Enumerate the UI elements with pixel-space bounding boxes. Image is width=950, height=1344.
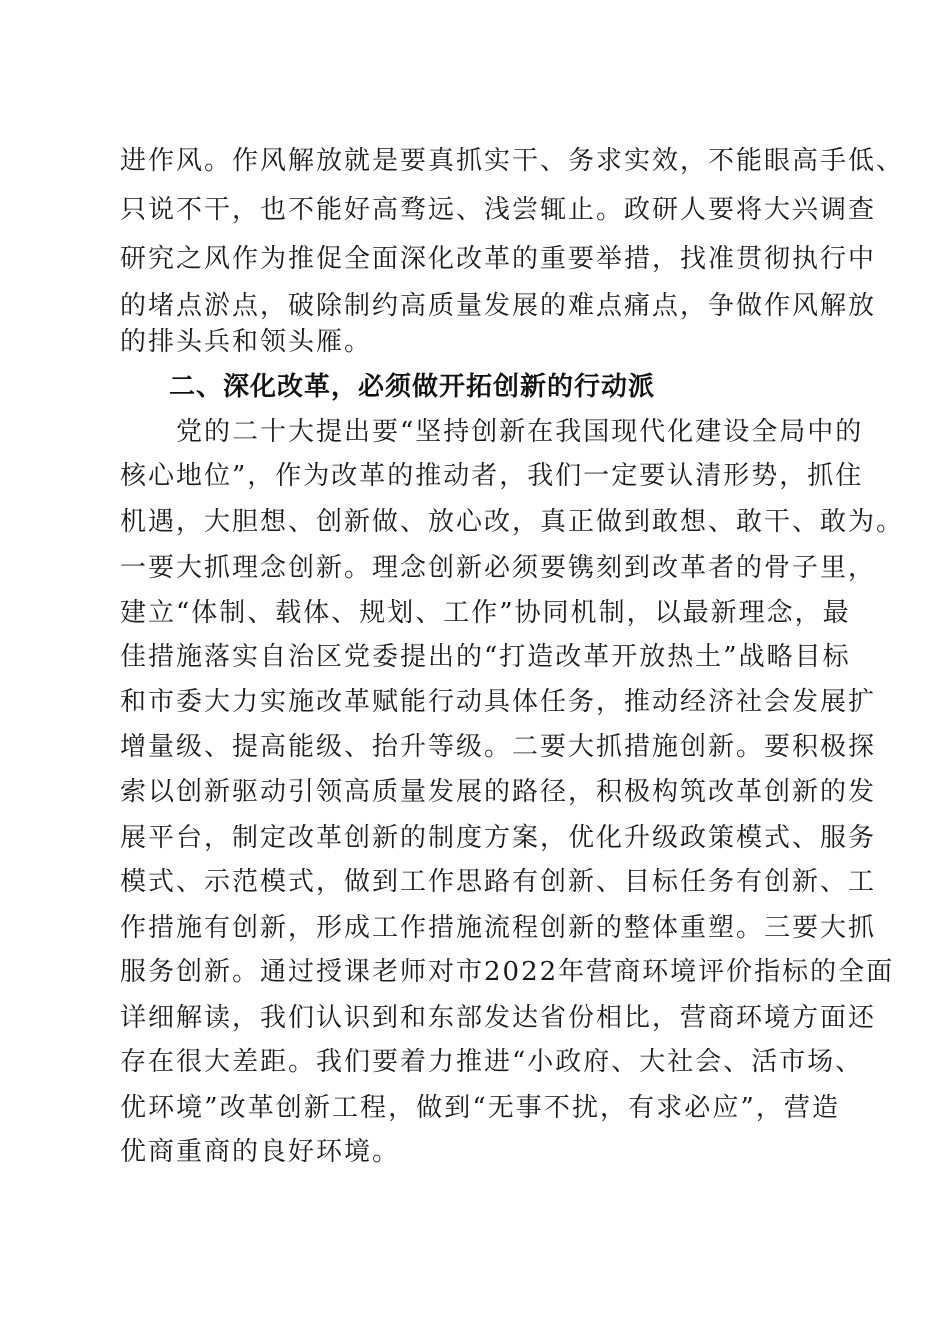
paragraph-line: 核心地位”，作为改革的推动者，我们一定要认清形势，抓住 bbox=[120, 461, 864, 491]
paragraph-line: 增量级、提高能级、抬升等级。二要大抓措施创新。要积极探 bbox=[120, 732, 877, 762]
paragraph-line: 和市委大力实施改革赋能行动具体任务，推动经济社会发展扩 bbox=[120, 687, 877, 717]
paragraph-line: 展平台，制定改革创新的制度方案，优化升级政策模式、服务 bbox=[120, 823, 877, 853]
paragraph-line: 党的二十大提出要“坚持创新在我国现代化建设全局中的 bbox=[120, 417, 864, 447]
paragraph-line: 服务创新。通过授课老师对市2022年营商环境评价指标的全面 bbox=[120, 957, 895, 987]
paragraph-line: 优环境”改革创新工程，做到“无事不扰，有求必应”，营造 bbox=[120, 1093, 840, 1123]
paragraph-line: 只说不干，也不能好高骛远、浅尝辄止。政研人要将大兴调查 bbox=[120, 195, 877, 225]
paragraph-line: 研究之风作为推促全面深化改革的重要举措，找准贯彻执行中 bbox=[120, 244, 877, 274]
paragraph-line: 存在很大差距。我们要着力推进“小政府、大社会、活市场、 bbox=[120, 1047, 864, 1077]
paragraph-line: 一要大抓理念创新。理念创新必须要镌刻到改革者的骨子里， bbox=[120, 553, 877, 583]
paragraph-line: 详细解读，我们认识到和东部发达省份相比，营商环境方面还 bbox=[120, 1003, 877, 1033]
paragraph-line: 模式、示范模式，做到工作思路有创新、目标任务有创新、工 bbox=[120, 867, 877, 897]
paragraph-line: 作措施有创新，形成工作措施流程创新的整体重塑。三要大抓 bbox=[120, 913, 877, 943]
paragraph-line: 建立“体制、载体、规划、工作”协同机制，以最新理念，最 bbox=[120, 598, 851, 628]
paragraph-line: 进作风。作风解放就是要真抓实干、务求实效，不能眼高手低、 bbox=[120, 146, 905, 176]
paragraph-line: 佳措施落实自治区党委提出的“打造改革开放热土”战略目标 bbox=[120, 642, 851, 672]
paragraph-line: 索以创新驱动引领高质量发展的路径，积极构筑改革创新的发 bbox=[120, 777, 877, 807]
paragraph-line: 优商重商的良好环境。 bbox=[120, 1137, 401, 1167]
paragraph-line: 机遇，大胆想、创新做、放心改，真正做到敢想、敢干、敢为。 bbox=[120, 507, 905, 537]
section-heading: 二、深化改革，必须做开拓创新的行动派 bbox=[169, 372, 656, 402]
paragraph-line: 的排头兵和领头雁。 bbox=[120, 327, 373, 357]
paragraph-line: 的堵点淤点，破除制约高质量发展的难点痛点，争做作风解放 bbox=[120, 291, 877, 321]
